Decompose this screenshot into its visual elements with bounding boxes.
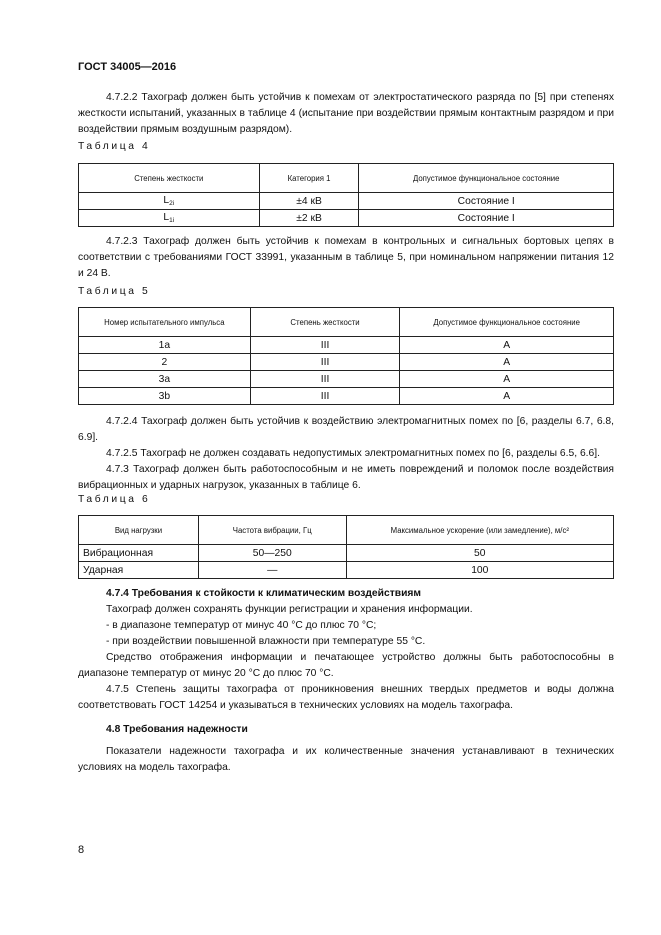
table-cell: — [198, 562, 346, 579]
table-cell: Вибрационная [79, 545, 199, 562]
cell-subscript: 1i [169, 217, 175, 224]
table-row [79, 354, 614, 371]
table-cell: ±4 кВ [259, 193, 359, 210]
paragraph-4-7-2-5: 4.7.2.5 Тахограф не должен создавать недопустимых электромагнитных помех по [6, разделы 6.5, 6.6]. [106, 448, 600, 459]
table-row [79, 388, 614, 405]
column-header: Частота вибрации, Гц [198, 516, 346, 545]
table-row [79, 337, 614, 354]
table-row [79, 210, 614, 227]
paragraph-reliability: Показатели надежности тахографа и их количественные значения устанавливают в технических условиях на модель тахографа. [78, 746, 614, 773]
cell-text: L [163, 195, 170, 206]
table-6-caption: Таблица 6 [78, 494, 151, 505]
cell-subscript: 2i [169, 200, 175, 207]
table-header-row [79, 308, 614, 337]
table-cell: III [250, 371, 400, 388]
table-header-row [79, 516, 614, 545]
paragraph-climate-functions: Тахограф должен сохранять функции регистрации и хранения информации. [106, 604, 473, 615]
table-cell: A [400, 337, 614, 354]
column-header: Максимальное ускорение (или замедление), м/с² [346, 516, 613, 545]
table-cell: ±2 кВ [259, 210, 359, 227]
table-cell: A [400, 371, 614, 388]
table-cell: Состояние I [359, 193, 614, 210]
table-5 [78, 307, 614, 405]
column-header: Степень жесткости [79, 164, 260, 193]
paragraph-4-7-2-4: 4.7.2.4 Тахограф должен быть устойчив к воздействию электромагнитных помех по [6, разделы 6.7, 6.8, 6.9]. [78, 416, 614, 443]
page-number: 8 [78, 844, 85, 856]
table-5-caption: Таблица 5 [78, 286, 151, 297]
paragraph-4-7-5: 4.7.5 Степень защиты тахографа от проникновения внешних твердых предметов и воды должна соответствовать ГОСТ 14254 и указываться в технических условиях на модель тахографа. [78, 684, 614, 711]
table-cell: 1a [79, 337, 251, 354]
table-row [79, 545, 614, 562]
paragraph-4-7-3: 4.7.3 Тахограф должен быть работоспособным и не иметь повреждений и поломок после воздействия вибрационных и ударных нагрузок, указанных в таблице 6. [78, 464, 614, 491]
column-header: Степень жесткости [250, 308, 400, 337]
paragraph-display-printer: Средство отображения информации и печатающее устройство должны быть работоспособны в диапазоне температур от минус 20 °С до плюс 70 °С. [78, 652, 614, 679]
section-heading-4-7-4: 4.7.4 Требования к стойкости к климатическим воздействиям [106, 588, 422, 599]
table-cell: III [250, 337, 400, 354]
table-row [79, 562, 614, 579]
table-4 [78, 163, 614, 227]
column-header: Номер испытательного импульса [79, 308, 251, 337]
column-header: Допустимое функциональное состояние [400, 308, 614, 337]
document-header: ГОСТ 34005—2016 [78, 61, 177, 73]
table-cell: III [250, 388, 400, 405]
table-cell: 50—250 [198, 545, 346, 562]
table-4-caption: Таблица 4 [78, 141, 151, 152]
table-cell: A [400, 354, 614, 371]
column-header: Вид нагрузки [79, 516, 199, 545]
table-cell: Состояние I [359, 210, 614, 227]
column-header: Допустимое функциональное состояние [359, 164, 614, 193]
table-header-row [79, 164, 614, 193]
table-cell: 100 [346, 562, 613, 579]
column-header: Категория 1 [259, 164, 359, 193]
table-row [79, 371, 614, 388]
list-item-temperature: - в диапазоне температур от минус 40 °С до плюс 70 °С; [106, 620, 377, 631]
paragraph-4-7-2-2: 4.7.2.2 Тахограф должен быть устойчив к помехам от электростатического разряда по [5] при степенях жесткости испытаний, указанных в таблице 4 (испытание при воздействии прямым контактным разрядом и при воздействии прямым воздушным разрядом). [78, 92, 614, 135]
table-cell [79, 210, 260, 227]
paragraph-4-7-2-3: 4.7.2.3 Тахограф должен быть устойчив к помехам в контрольных и сигнальных бортовых цепях в соответствии с требованиями ГОСТ 33991, указанным в таблице 5, при номинальном напряжении питания 12 и 24 В. [78, 236, 614, 279]
table-row [79, 193, 614, 210]
section-heading-4-8: 4.8 Требования надежности [106, 724, 248, 735]
table-cell: 2 [79, 354, 251, 371]
table-6 [78, 515, 614, 579]
table-cell: A [400, 388, 614, 405]
table-cell: 3b [79, 388, 251, 405]
table-cell: 50 [346, 545, 613, 562]
table-cell: III [250, 354, 400, 371]
table-cell [79, 193, 260, 210]
cell-text: L [163, 212, 170, 223]
table-cell: 3a [79, 371, 251, 388]
list-item-humidity: - при воздействии повышенной влажности при температуре 55 °С. [106, 636, 426, 647]
table-cell: Ударная [79, 562, 199, 579]
